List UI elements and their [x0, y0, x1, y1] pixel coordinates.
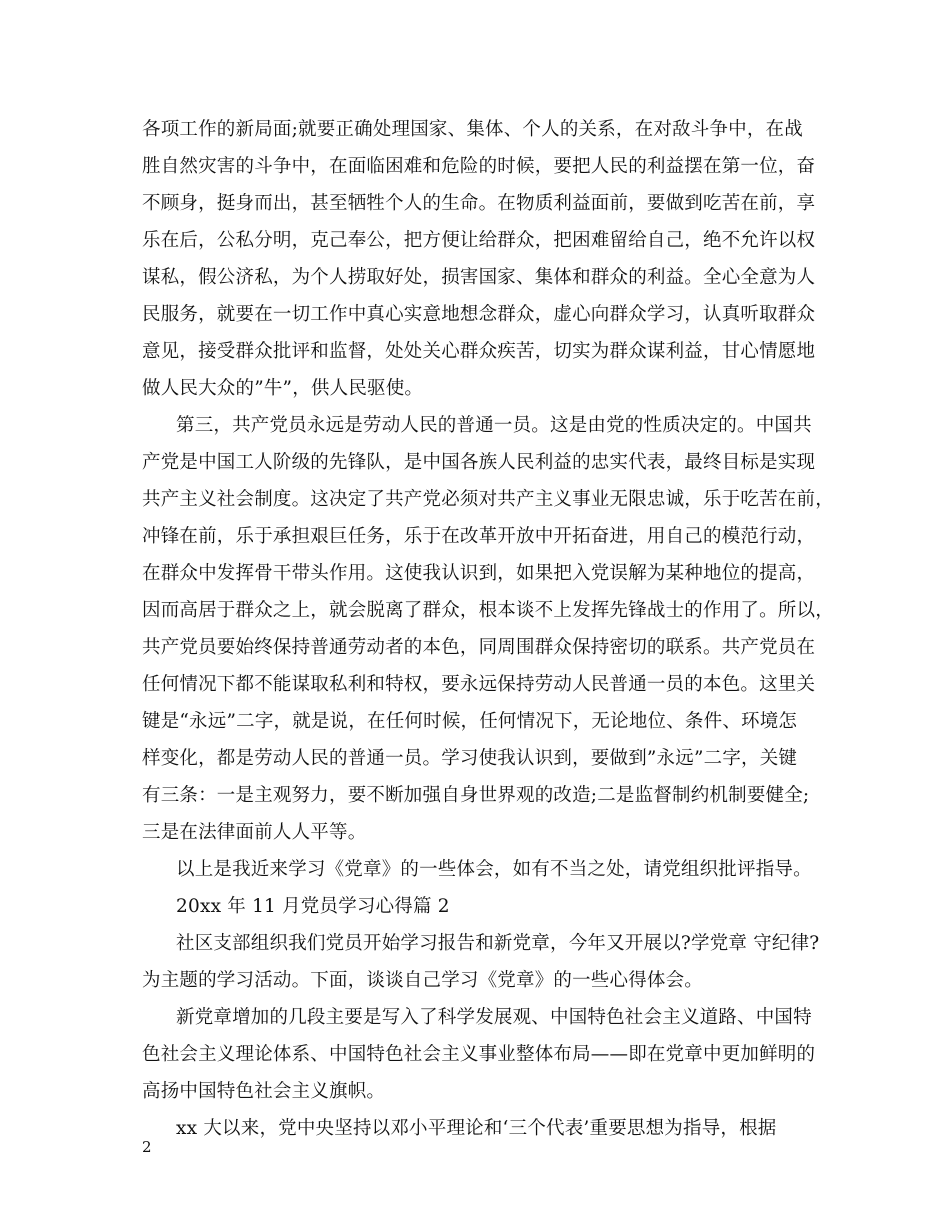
text-line: 三是在法律面前人人平等。 [142, 822, 367, 843]
text-line: 胜自然灾害的斗争中，在面临困难和危险的时候，要把人民的利益摆在第一位，奋 [142, 156, 816, 177]
text-line: 乐在后，公私分明，克己奉公，把方便让给群众，把困难留给自己，绝不允许以权 [142, 230, 816, 251]
text-line: 各项工作的新局面;就要正确处理国家、集体、个人的关系，在对敌斗争中，在战 [142, 119, 803, 140]
text-line: 不顾身，挺身而出，甚至牺牲个人的生命。在物质利益面前，要做到吃苦在前，享 [142, 193, 816, 214]
text-line: 产党是中国工人阶级的先锋队，是中国各族人民利益的忠实代表，最终目标是实现 [142, 452, 816, 473]
text-line: 色社会主义理论体系、中国特色社会主义事业整体布局——即在党章中更加鲜明的 [142, 1044, 816, 1065]
text-line: 为主题的学习活动。下面，谈谈自己学习《党章》的一些心得体会。 [142, 970, 704, 991]
text-line: 在群众中发挥骨干带头作用。这使我认识到，如果把入党误解为某种地位的提高， [142, 563, 816, 584]
text-line: 有三条：一是主观努力，要不断加强自身世界观的改造;二是监督制约机制要健全; [142, 785, 810, 806]
text-line: 共产主义社会制度。这决定了共产党必须对共产主义事业无限忠诚，乐于吃苦在前， [142, 489, 834, 510]
paragraph-start-line: 社区支部组织我们党员开始学习报告和新党章，今年又开展以?学党章 守纪律? [176, 933, 820, 954]
text-line: 高扬中国特色社会主义旗帜。 [142, 1081, 386, 1102]
text-line: 任何情况下都不能谋取私利和特权，要永远保持劳动人民普通一员的本色。这里关 [142, 674, 816, 695]
paragraph-start-line: 新党章增加的几段主要是写入了科学发展观、中国特色社会主义道路、中国特 [176, 1007, 812, 1028]
text-line: 谋私，假公济私，为个人捞取好处，损害国家、集体和群众的利益。全心全意为人 [142, 267, 816, 288]
text-line: 共产党员要始终保持普通劳动者的本色，同周围群众保持密切的联系。共产党员在 [142, 637, 816, 658]
page-number: 2 [142, 1138, 152, 1156]
paragraph-start-line: xx 大以来，党中央坚持以邓小平理论和‘三个代表’重要思想为指导，根据 [176, 1118, 777, 1139]
text-line: 做人民大众的”牛”，供人民驱使。 [142, 378, 424, 399]
section-title: 20xx 年 11 月党员学习心得篇 2 [176, 896, 450, 917]
text-line: 民服务，就要在一切工作中真心实意地想念群众，虚心向群众学习，认真听取群众 [142, 304, 816, 325]
text-line: 因而高居于群众之上，就会脱离了群众，根本谈不上发挥先锋战士的作用了。所以， [142, 600, 834, 621]
text-line: 键是“永远”二字，就是说，在任何时候，任何情况下，无论地位、条件、环境怎 [142, 711, 798, 732]
paragraph-start-line: 第三，共产党员永远是劳动人民的普通一员。这是由党的性质决定的。中国共 [176, 415, 812, 436]
text-line: 样变化，都是劳动人民的普通一员。学习使我认识到，要做到”永远”二字，关键 [142, 748, 798, 769]
text-line: 意见，接受群众批评和监督，处处关心群众疾苦，切实为群众谋利益，甘心情愿地 [142, 341, 816, 362]
text-line: 冲锋在前，乐于承担艰巨任务，乐于在改革开放中开拓奋进，用自己的模范行动， [142, 526, 816, 547]
paragraph-start-line: 以上是我近来学习《党章》的一些体会，如有不当之处，请党组织批评指导。 [176, 859, 812, 880]
